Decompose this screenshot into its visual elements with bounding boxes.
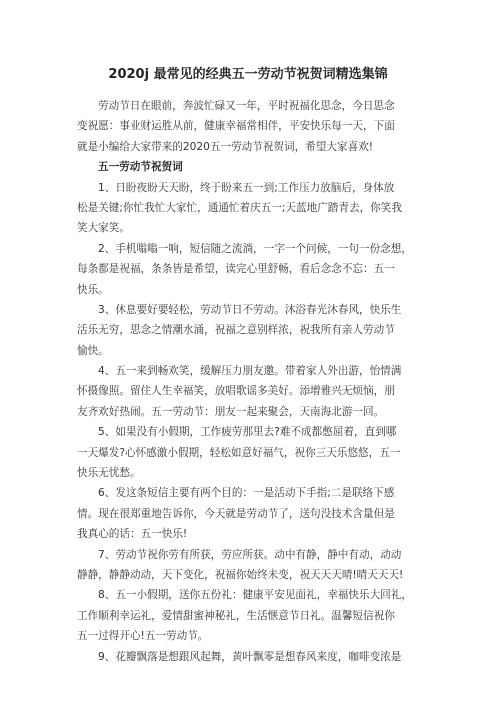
paragraph-line: 9、花瓣飘落是想跟风起舞，黄叶飘零是想春风来度，咖啡变浓是 [98, 650, 402, 663]
paragraph-line: 4、五一来到畅欢笑，缓解压力朋友邀。带着家人外出游，怡情满 [98, 365, 402, 378]
paragraph-line: 变祝愿：事业财运胜从前，健康幸福常相伴，平安快乐每一天，下面 [77, 120, 395, 133]
document-title: 2020j 最常见的经典五一劳动节祝贺词精选集锦 [108, 67, 388, 82]
section-heading: 五一劳动节祝贺词 [98, 161, 183, 174]
paragraph-line: 劳动节日在眼前，奔波忙碌又一年，平时祝福化思念，今日思念 [98, 100, 395, 112]
paragraph-line: 就是小编给大家带来的2020五一劳动节祝贺词，希望大家喜欢! [77, 140, 374, 153]
paragraph-line: 6、发这条短信主要有两个目的：一是活动下手指;二是联络下感 [98, 487, 395, 500]
paragraph-line: 1、日盼夜盼天天盼，终于盼来五一到;工作压力放脑后，身体放 [98, 181, 395, 194]
paragraph-line: 静静，静静动动，天下变化，祝福你始终未变，祝天天天晴!晴天天天! [77, 568, 404, 581]
paragraph-line: 笑大家笑。 [77, 222, 130, 235]
paragraph-line: 五一过得开心!五一劳动节。 [77, 630, 209, 643]
paragraph-line: 我真心的话：五一快乐! [77, 528, 188, 541]
paragraph-line: 友齐欢好热闹。五一劳动节：朋友一起来聚会，天南海北游一回。 [77, 405, 385, 418]
document-body [77, 96, 429, 667]
paragraph-line: 松是关键;你忙我忙大家忙，通通忙着庆五一;天蓝地广踏青去，你笑我 [77, 201, 402, 214]
paragraph-line: 一天爆发?心怀感激小假期，轻松如意好福气，祝你三天乐悠悠，五一 [77, 446, 401, 459]
paragraph-line: 每条都是祝福，条条皆是希望，读完心里舒畅，看后念念不忘：五一 [77, 263, 395, 276]
paragraph-line: 活乐无穷，思念之情潮水涌，祝福之意别样浓，祝我所有亲人劳动节 [77, 324, 395, 337]
paragraph-line: 3、休息要好要轻松，劳动节日不劳动。沐浴春光沐春风，快乐生 [98, 303, 402, 316]
paragraph-line: 8、五一小假期，送你五份礼：健康平安见面礼，幸福快乐大回礼， [98, 589, 412, 602]
paragraph-line: 5、如果没有小假期，工作疲劳那里去?难不成都憋屈着，直到哪 [98, 426, 397, 439]
paragraph-line: 快乐无忧愁。 [77, 467, 141, 480]
paragraph-line: 怀摄像照。留住人生幸福笑，放唱歌谣多美好。添增雅兴无烦恼，朋 [77, 385, 395, 398]
paragraph-line: 7、劳动节祝你劳有所获，劳应所获。动中有静，静中有动，动动 [98, 548, 402, 561]
paragraph-line: 愉快。 [77, 344, 109, 357]
paragraph-line: 快乐。 [77, 283, 109, 296]
paragraph-line: 工作顺利幸运礼，爱情甜蜜神秘礼，生活惬意节日礼。温馨短信祝你 [77, 609, 395, 622]
paragraph-line: 情。现在很郑重地告诉你，今天就是劳动节了，送句没技术含量但是 [77, 507, 395, 520]
paragraph-line: 2、手机嗡嗡一响，短信随之流淌，一字一个问候，一句一份念想， [98, 242, 412, 255]
